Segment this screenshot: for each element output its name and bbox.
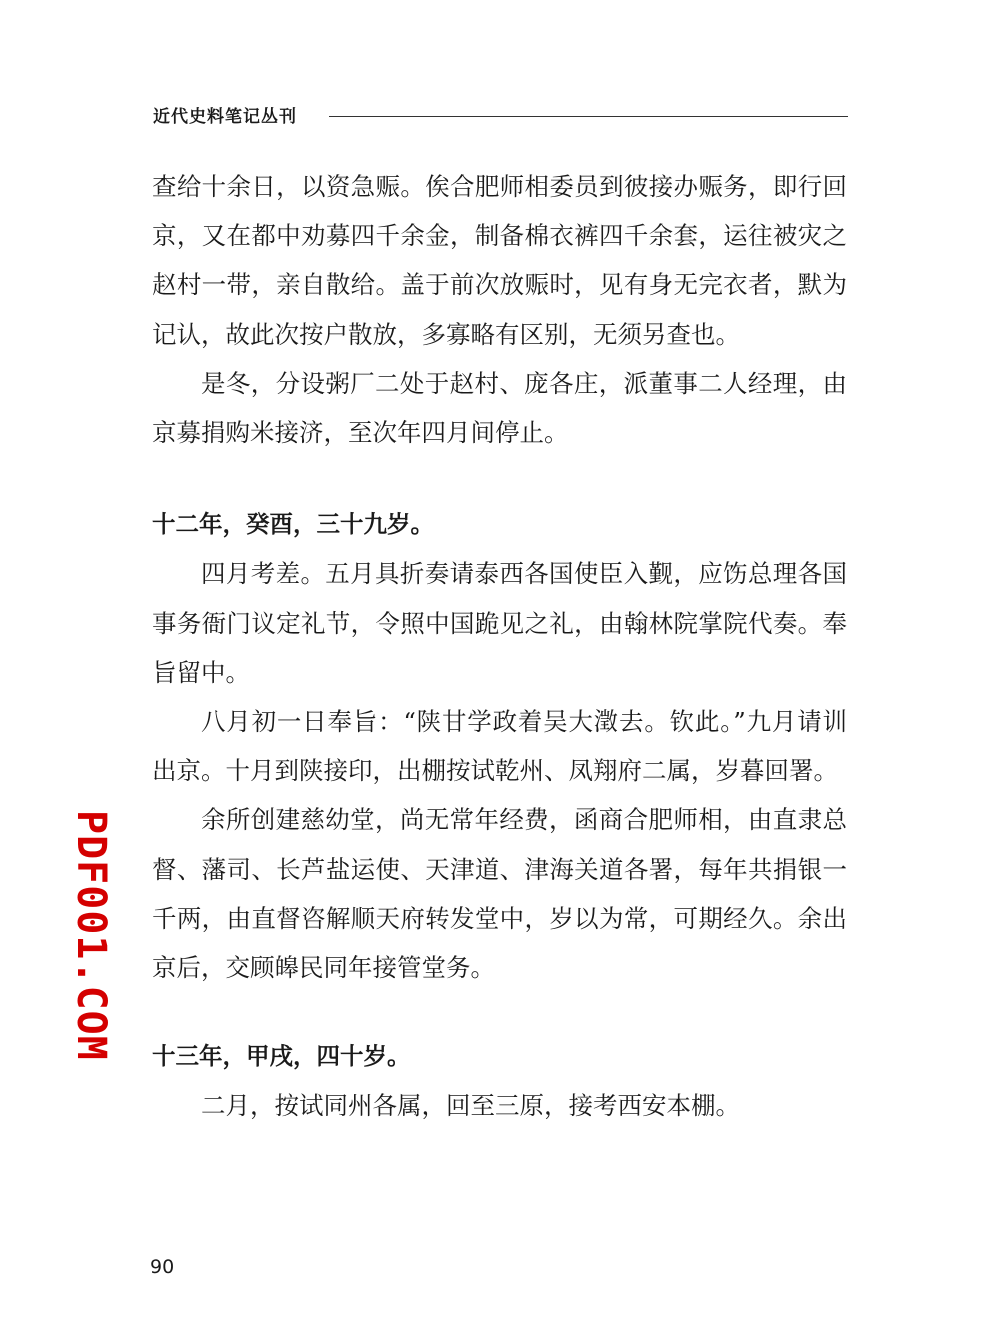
year-heading-1: 十二年，癸酉，三十九岁。 bbox=[152, 510, 434, 539]
page-number: 90 bbox=[150, 1256, 175, 1278]
paragraph-3: 四月考差。五月具折奏请泰西各国使臣入觐，应饬总理各国事务衙门议定礼节，令照中国跪见之礼，由翰林院掌院代奏。奉旨留中。 bbox=[152, 559, 847, 687]
watermark: PDF001.COM bbox=[68, 810, 114, 1061]
paragraph-2: 是冬，分设粥厂二处于赵村、庞各庄，派董事二人经理，由京募捐购米接济，至次年四月间停止。 bbox=[152, 368, 847, 448]
paragraph-5: 余所创建慈幼堂，尚无常年经费，函商合肥师相，由直隶总督、藩司、长芦盐运使、天津道、津海关道各署，每年共捐银一千两，由直督咨解顺天府转发堂中，岁以为常，可期经久。余出京后，交顾皞民同年接管堂务。 bbox=[152, 805, 847, 983]
header-rule bbox=[329, 116, 848, 117]
year-heading-2: 十三年，甲戌，四十岁。 bbox=[152, 1042, 411, 1071]
body-text bbox=[152, 162, 847, 1131]
series-title: 近代史料笔记丛刊 bbox=[153, 107, 297, 127]
running-header bbox=[153, 100, 848, 130]
paragraph-4: 八月初一日奉旨：“陕甘学政着吴大澂去。钦此。”九月请训出京。十月到陕接印，出棚按试乾州、凤翔府二属，岁暮回署。 bbox=[152, 707, 847, 786]
paragraph-6: 二月，按试同州各属，回至三原，接考西安本棚。 bbox=[201, 1091, 740, 1121]
section-gap bbox=[152, 457, 847, 500]
section-gap bbox=[152, 992, 847, 1032]
paragraph-1: 查给十余日，以资急赈。俟合肥师相委员到彼接办赈务，即行回京，又在都中劝募四千余金，制备棉衣裤四千余套，运往被灾之赵村一带，亲自散给。盖于前次放赈时，见有身无完衣者，默为记认，故此次按户散放，多寡略有区别，无须另查也。 bbox=[152, 172, 847, 349]
